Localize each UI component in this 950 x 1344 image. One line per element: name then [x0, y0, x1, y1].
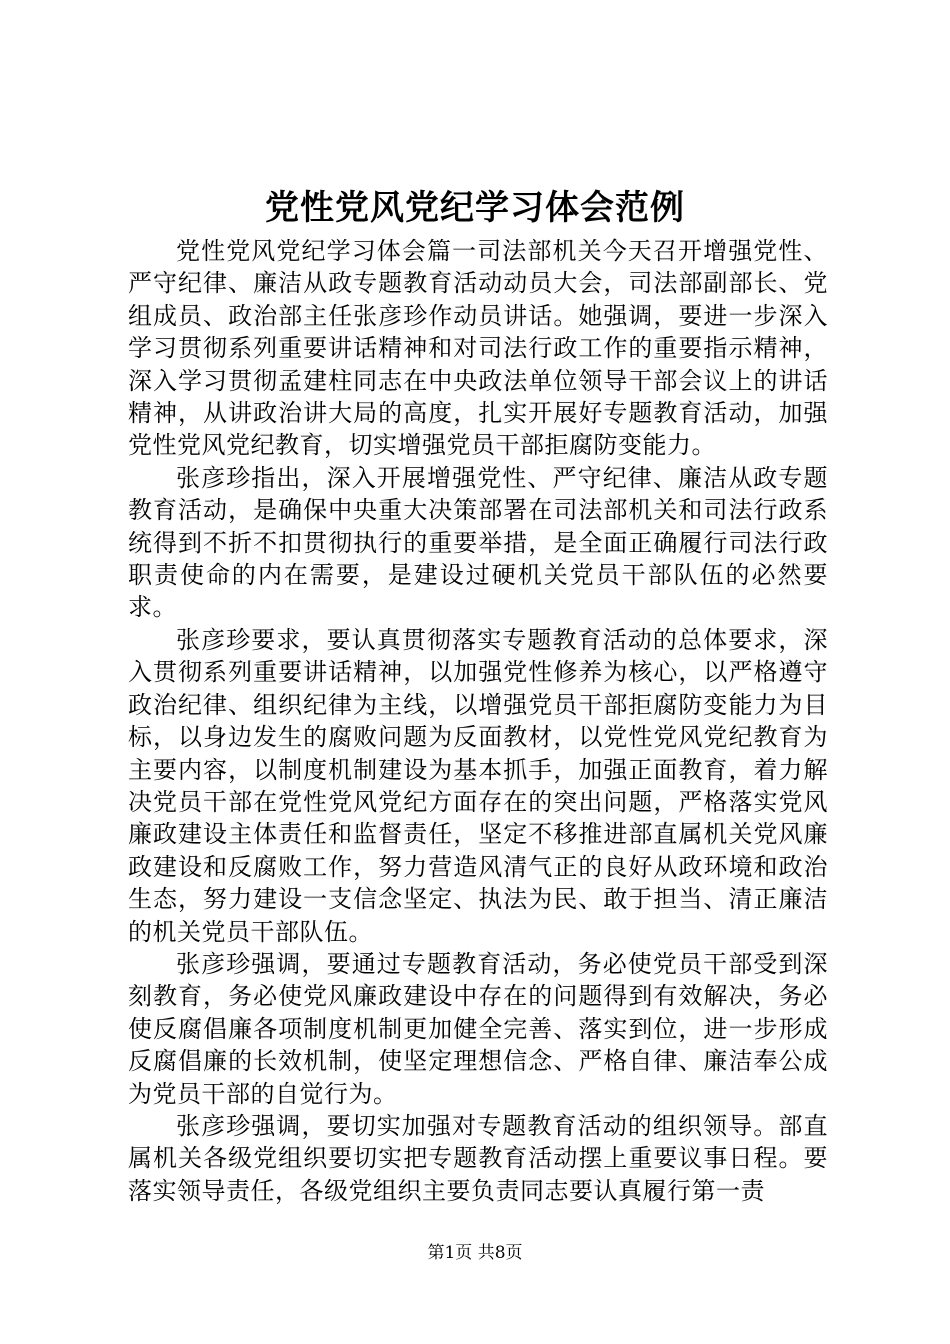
- paragraph-5: 张彦珍强调，要切实加强对专题教育活动的组织领导。部直属机关各级党组织要切实把专题教育活动摆上重要议事日程。要落实领导责任，各级党组织主要负责同志要认真履行第一责: [128, 1111, 828, 1205]
- paragraph-3: 张彦珍要求，要认真贯彻落实专题教育活动的总体要求，深入贯彻系列重要讲话精神，以加强党性修养为核心，以严格遵守政治纪律、组织纪律为主线，以增强党员干部拒腐防变能力为目标，以身边发生的腐败问题为反面教材，以党性党风党纪教育为主要内容，以制度机制建设为基本抓手，加强正面教育，着力解决党员干部在党性党风党纪方面存在的突出问题，严格落实党风廉政建设主体责任和监督责任，坚定不移推进部直属机关党风廉政建设和反腐败工作，努力营造风清气正的良好从政环境和政治生态，努力建设一支信念坚定、执法为民、敢于担当、清正廉洁的机关党员干部队伍。: [128, 625, 828, 946]
- paragraph-4: 张彦珍强调，要通过专题教育活动，务必使党员干部受到深刻教育，务必使党风廉政建设中存在的问题得到有效解决，务必使反腐倡廉各项制度机制更加健全完善、落实到位，进一步形成反腐倡廉的长效机制，使坚定理想信念、严格自律、廉洁奉公成为党员干部的自觉行为。: [128, 949, 828, 1108]
- paragraph-2: 张彦珍指出，深入开展增强党性、严守纪律、廉洁从政专题教育活动，是确保中央重大决策部署在司法部机关和司法行政系统得到不折不扣贯彻执行的重要举措，是全面正确履行司法行政职责使命的内在需要，是建设过硬机关党员干部队伍的必然要求。: [128, 463, 828, 622]
- paragraph-1: 党性党风党纪学习体会篇一司法部机关今天召开增强党性、严守纪律、廉洁从政专题教育活动动员大会，司法部副部长、党组成员、政治部主任张彦珍作动员讲话。她强调，要进一步深入学习贯彻系列重要讲话精神和对司法行政工作的重要指示精神，深入学习贯彻孟建柱同志在中央政法单位领导干部会议上的讲话精神，从讲政治讲大局的高度，扎实开展好专题教育活动，加强党性党风党纪教育，切实增强党员干部拒腐防变能力。: [128, 237, 828, 460]
- document-body: [128, 235, 828, 1207]
- document-title: 党性党风党纪学习体会范例: [265, 188, 685, 228]
- page-number-footer: 第1页 共8页: [427, 1243, 523, 1263]
